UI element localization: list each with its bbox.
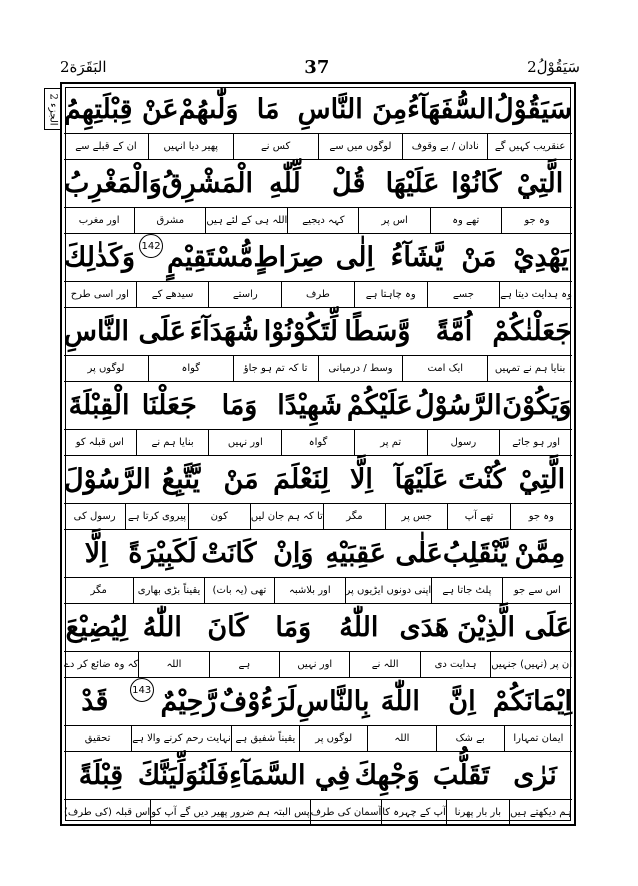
urdu-meaning: وسط / درمیانی xyxy=(319,356,404,381)
arabic-word: كُنْتَ xyxy=(457,464,506,495)
urdu-translation-line xyxy=(64,652,572,677)
urdu-meaning: جسے xyxy=(428,282,501,307)
urdu-meaning: ہم دیکھتے ہیں xyxy=(510,807,572,818)
urdu-meaning: اللہ xyxy=(139,652,209,677)
arabic-word: وَكَذٰلِكَ xyxy=(63,242,136,273)
arabic-word: الرَّسُوْلُ xyxy=(414,390,502,421)
arabic-word: اِنَّ xyxy=(448,686,476,717)
urdu-meaning: راستے xyxy=(209,282,282,307)
arabic-word: يَّتَّبِعُ xyxy=(161,464,200,495)
arabic-word: عَنْ قِبْلَتِهِمُ xyxy=(64,94,179,125)
urdu-meaning: بنایا ہم نے تمہیں xyxy=(494,363,566,374)
urdu-meaning: تھی (یہ بات) xyxy=(205,578,275,603)
arabic-word: اللّٰهُ xyxy=(142,612,182,643)
urdu-meaning: عنقریب کہیں گے xyxy=(494,141,566,152)
arabic-line xyxy=(64,234,572,282)
urdu-meaning: تھے آپ xyxy=(448,504,510,529)
arabic-word: شَهِيْدًا xyxy=(277,390,343,421)
arabic-word: الرَّسُوْلَ xyxy=(63,464,151,495)
arabic-word: مِنَ النَّاسِ xyxy=(297,94,408,125)
arabic-word: بِالنَّاسِ xyxy=(296,686,370,717)
page-header xyxy=(60,54,580,80)
arabic-word: صِرَاطٍ xyxy=(253,242,324,273)
arabic-word: وَاِنْ xyxy=(273,538,314,569)
urdu-meaning: مشرق xyxy=(135,208,206,233)
urdu-translation-line xyxy=(64,800,572,825)
urdu-meaning: سیدھے کے xyxy=(137,282,210,307)
verse-row xyxy=(64,530,572,604)
urdu-translation-line xyxy=(64,208,572,233)
arabic-word: هَدَى xyxy=(399,612,450,643)
arabic-word: عَلَى الَّذِيْنَ xyxy=(457,612,572,643)
surah-name: البَقَرَة2 xyxy=(60,58,107,76)
arabic-word: مَنْ xyxy=(461,242,497,273)
urdu-meaning: کون xyxy=(189,504,251,529)
urdu-meaning: پھیر دیا انہیں xyxy=(149,134,234,159)
urdu-meaning: ان پر (نہیں) جنہیں xyxy=(491,659,572,670)
arabic-word: لِنَعْلَمَ xyxy=(273,464,330,495)
verse-row xyxy=(64,604,572,678)
urdu-meaning: کہہ دیجیے xyxy=(288,208,359,233)
urdu-meaning: پیروی کرتا ہے xyxy=(126,504,188,529)
urdu-meaning: اللہ ہی کے لئے ہیں xyxy=(206,208,288,233)
arabic-line xyxy=(64,604,572,652)
arabic-word: وَالْمَغْرِبُ xyxy=(64,168,162,199)
urdu-meaning: لوگوں میں سے xyxy=(319,134,404,159)
arabic-word: لِّتَكُوْنُوْا xyxy=(263,316,338,347)
urdu-meaning: اور نہیں xyxy=(209,430,282,455)
arabic-word: كَانَ xyxy=(207,612,249,643)
arabic-line xyxy=(64,160,572,208)
urdu-meaning: کس نے xyxy=(234,134,319,159)
urdu-meaning: اللہ نے xyxy=(350,652,420,677)
arabic-word: وَلّٰىهُمْ xyxy=(178,94,239,125)
verse-row xyxy=(64,678,572,752)
urdu-meaning: اس پر xyxy=(359,208,430,233)
urdu-meaning: تا کہ ہم جان لیں xyxy=(251,504,324,529)
urdu-meaning: پس البتہ ہم ضرور پھیر دیں گے آپ کو xyxy=(151,800,310,825)
arabic-word: وَمَا xyxy=(275,612,312,643)
urdu-meaning: آسمان کی طرف xyxy=(311,800,383,825)
arabic-word: الْمَشْرِقُ xyxy=(161,168,254,199)
arabic-word: اللّٰهَ xyxy=(380,686,420,717)
arabic-word: وَيَكُوْنَ xyxy=(502,390,572,421)
arabic-line xyxy=(64,752,572,800)
urdu-meaning: بے شک xyxy=(437,726,505,751)
urdu-meaning: ہدایت دی xyxy=(421,652,491,677)
juz-name: سَيَقُوْلُ2 xyxy=(527,58,580,76)
arabic-word: مِمَّنْ xyxy=(514,538,566,569)
arabic-word: جَعَلْنَا xyxy=(141,390,197,421)
arabic-word: مُّسْتَقِيْمٍ xyxy=(167,242,254,273)
arabic-word: كَانَتْ xyxy=(201,538,257,569)
urdu-meaning: آپ کے چہرہ کا xyxy=(382,800,447,825)
urdu-meaning: وہ جو xyxy=(528,511,554,522)
urdu-translation-line xyxy=(64,282,572,307)
arabic-word: وَّسَطًا xyxy=(344,316,411,347)
arabic-word: لِّلّٰهِ xyxy=(269,168,301,199)
urdu-translation-line xyxy=(64,504,572,529)
arabic-word: يَهْدِيْ xyxy=(513,242,569,273)
arabic-line xyxy=(64,382,572,430)
arabic-word: قُلْ xyxy=(332,168,366,199)
urdu-meaning: تا کہ تم ہو جاؤ xyxy=(234,356,319,381)
urdu-meaning: اس قبلہ کو xyxy=(64,430,137,455)
arabic-line xyxy=(64,86,572,134)
arabic-word: سَيَقُوْلُ xyxy=(494,94,572,125)
urdu-meaning: یقیناً بڑی بھاری xyxy=(134,578,204,603)
urdu-meaning: نادان / بے وقوف xyxy=(403,134,488,159)
arabic-word: وَجْهِكَ xyxy=(354,760,420,791)
arabic-word: اللّٰهُ xyxy=(339,612,379,643)
urdu-meaning: کہ وہ ضائع کر دے xyxy=(64,652,139,677)
arabic-word: قَدْ xyxy=(81,686,109,717)
urdu-meaning: نہایت رحم کرنے والا ہے xyxy=(132,726,232,751)
arabic-word: وَمَا xyxy=(221,390,258,421)
urdu-meaning: یقیناً شفیق ہے xyxy=(232,726,300,751)
arabic-word: عَلَيْهَا xyxy=(385,168,440,199)
urdu-meaning: اور اسی طرح xyxy=(64,282,137,307)
arabic-word: عَلَى النَّاسِ xyxy=(63,316,186,347)
urdu-meaning: لوگوں پر xyxy=(300,726,368,751)
urdu-meaning: تحقیق xyxy=(64,726,132,751)
verse-row xyxy=(64,234,572,308)
urdu-meaning: تم پر xyxy=(355,430,428,455)
urdu-meaning: گواہ xyxy=(149,356,234,381)
arabic-word: الَّتِيْ xyxy=(518,464,566,495)
arabic-line xyxy=(64,308,572,356)
verse-number-marker: 143 xyxy=(130,678,154,702)
urdu-meaning: مگر xyxy=(64,578,134,603)
urdu-meaning: بنایا ہم نے xyxy=(137,430,210,455)
verse-row xyxy=(64,456,572,530)
urdu-meaning: مگر xyxy=(324,504,386,529)
urdu-meaning: ہے xyxy=(210,652,280,677)
urdu-meaning: تھے وہ xyxy=(431,208,502,233)
verse-row xyxy=(64,308,572,382)
urdu-meaning: رسول کی xyxy=(64,504,126,529)
arabic-line xyxy=(64,678,572,726)
arabic-word: فَلَنُوَلِّيَنَّكَ xyxy=(137,760,230,791)
urdu-meaning: ان کے قبلے سے xyxy=(64,134,149,159)
verse-row xyxy=(64,752,572,826)
arabic-word: قِبْلَةً xyxy=(78,760,124,791)
arabic-word: اِيْمَانَكُمْ xyxy=(492,686,572,717)
urdu-meaning: رسول xyxy=(428,430,501,455)
arabic-word: مَا xyxy=(256,94,280,125)
arabic-word: يَّنْقَلِبُ xyxy=(442,538,508,569)
arabic-word: تَقَلُّبَ xyxy=(432,760,490,791)
arabic-word: اِلَّا xyxy=(84,538,108,569)
arabic-word: مَنْ xyxy=(223,464,259,495)
arabic-word: عَلَيْهَآ xyxy=(394,464,449,495)
urdu-meaning: اس سے جو xyxy=(513,585,561,596)
arabic-word: لَرَءُوْفٌ xyxy=(219,686,297,717)
urdu-translation-line xyxy=(64,430,572,455)
arabic-word: لِيُضِيْعَ xyxy=(65,612,128,643)
verse-row xyxy=(64,160,572,234)
urdu-meaning: اور مغرب xyxy=(64,208,135,233)
urdu-meaning: پلٹ جاتا ہے xyxy=(432,578,502,603)
verse-row xyxy=(64,86,572,160)
arabic-word: عَلَيْكُمْ xyxy=(346,390,413,421)
urdu-meaning: اور نہیں xyxy=(280,652,350,677)
urdu-meaning: وہ ہدایت دیتا ہے xyxy=(500,289,572,300)
arabic-word: لَكَبِيْرَةً xyxy=(128,538,197,569)
urdu-meaning: جس پر xyxy=(386,504,448,529)
arabic-word: كَانُوْا xyxy=(451,168,502,199)
arabic-line xyxy=(64,456,572,504)
page-number: 37 xyxy=(304,56,330,78)
urdu-meaning: اپنی دونوں ایڑیوں پر xyxy=(346,578,433,603)
urdu-meaning: گواہ xyxy=(282,430,355,455)
verse-number-marker: 142 xyxy=(139,234,163,258)
urdu-meaning: لوگوں پر xyxy=(64,356,149,381)
arabic-word: اُمَّةً xyxy=(435,316,473,347)
urdu-meaning: ایمان تمہارا xyxy=(513,733,564,744)
arabic-word: اِلٰى xyxy=(335,242,374,273)
urdu-meaning: وہ جو xyxy=(524,215,550,226)
arabic-word: رَّحِيْمٌ xyxy=(160,686,217,717)
urdu-meaning: بار بار پھرنا xyxy=(447,800,510,825)
arabic-word: فِي السَّمَآءِ xyxy=(229,760,351,791)
arabic-word: نَرٰى xyxy=(513,760,557,791)
arabic-word: الْقِبْلَةَ xyxy=(68,390,130,421)
arabic-word: السُّفَهَآءُ xyxy=(407,94,494,125)
arabic-word: جَعَلْنٰكُمْ xyxy=(492,316,572,347)
urdu-meaning: ایک امت xyxy=(403,356,488,381)
urdu-meaning: طرف xyxy=(282,282,355,307)
urdu-meaning: اور ہو جائے xyxy=(512,437,560,448)
arabic-word: عَلٰى عَقِبَيْهِ xyxy=(325,538,443,569)
urdu-translation-line xyxy=(64,578,572,603)
urdu-translation-line xyxy=(64,134,572,159)
urdu-translation-line xyxy=(64,726,572,751)
arabic-word: يَّشَآءُ xyxy=(390,242,444,273)
urdu-meaning: اللہ xyxy=(368,726,436,751)
urdu-meaning: وہ چاہتا ہے xyxy=(355,282,428,307)
arabic-word: شُهَدَآءَ xyxy=(189,316,260,347)
urdu-meaning: اور بلاشبہ xyxy=(275,578,345,603)
juz-side-label: الجزء 2 xyxy=(47,92,59,126)
arabic-word: اِلَّا xyxy=(349,464,373,495)
verse-row xyxy=(64,382,572,456)
juz-side-tab xyxy=(44,88,61,130)
urdu-translation-line xyxy=(64,356,572,381)
arabic-word: الَّتِيْ xyxy=(516,168,564,199)
arabic-line xyxy=(64,530,572,578)
urdu-meaning: اس قبلہ (کی طرف) xyxy=(64,800,151,825)
